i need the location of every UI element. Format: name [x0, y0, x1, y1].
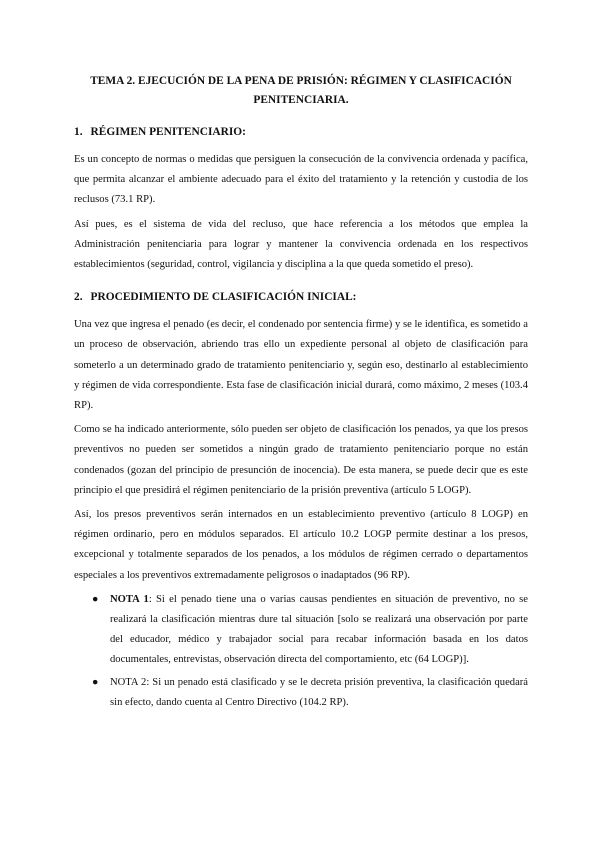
- section-1-paragraph-1: Es un concepto de normas o medidas que persiguen la consecución de la convivencia ordenada y pacífica, que permita alcanzar el ambiente adecuado para el éxito del tratamiento y la retención y custodia de los reclusos (73.1 RP).: [74, 154, 528, 206]
- section-1-heading: [74, 124, 528, 140]
- section-spacer: [74, 279, 528, 289]
- document-title: TEMA 2. EJECUCIÓN DE LA PENA DE PRISIÓN: RÉGIMEN Y CLASIFICACIÓN PENITENCIARIA.: [90, 75, 512, 106]
- notes-list: [74, 590, 528, 713]
- section-1-heading-text: RÉGIMEN PENITENCIARIO:: [90, 126, 246, 138]
- note-1-label: NOTA 1: [110, 593, 149, 605]
- bullet-icon: ●: [92, 676, 99, 688]
- note-1: [92, 590, 528, 671]
- section-2-paragraph-3: Así, los presos preventivos serán internados en un establecimiento preventivo (artículo 8 LOGP) en régimen ordinario, pero en módulos separados. El artículo 10.2 LOGP permite destinar a los presos, excepcional y totalmente separados de los penados, a los módulos de régimen cerrado o departamentos especiales a los preventivos extremadamente peligrosos o inadaptados (96 RP).: [74, 509, 528, 581]
- section-2-paragraph-2: Como se ha indicado anteriormente, sólo pueden ser objeto de clasificación los penados, ya que los presos preventivos no pueden ser sometidos a ningún grado de tratamiento penitenciario porque no están condenados (gozan del principio de presunción de inocencia). De esta manera, se puede decir que es este principio el que presidirá el régimen penitenciario de la prisión preventiva (artículo 5 LOGP).: [74, 424, 528, 496]
- bullet-icon: ●: [92, 593, 99, 605]
- section-2-number: 2.: [74, 291, 83, 304]
- note-2-text: NOTA 2: Si un penado está clasificado y se le decreta prisión preventiva, la clasificación quedará sin efecto, dando cuenta al Centro Directivo (104.2 RP).: [110, 676, 528, 708]
- section-1-number: 1.: [74, 126, 83, 138]
- section-2-heading-text: PROCEDIMIENTO DE CLASIFICACIÓN INICIAL:: [90, 291, 357, 304]
- note-2: [92, 673, 528, 713]
- section-1-paragraph-2: Así pues, es el sistema de vida del recluso, que hace referencia a los métodos que emplea la Administración penitenciaria para lograr y mantener la convivencia ordenada en los respectivos establecimientos (seguridad, control, vigilancia y disciplina a la que queda sometido el preso).: [74, 218, 528, 271]
- note-1-text: : Si el penado tiene una o varias causas pendientes en situación de preventivo, no se realizará la clasificación mientras dure tal situación [solo se realizará una observación por parte del educador, médico y trabajador social para recabar información basada en los datos documentales, entrevistas, observación directa del comportamiento, etc (64 LOGP)].: [110, 593, 528, 666]
- section-2-heading: [74, 289, 528, 305]
- section-2-paragraph-1: Una vez que ingresa el penado (es decir, el condenado por sentencia firme) y se le identifica, es sometido a un proceso de observación, abriendo tras ello un expediente personal al objeto de clasificación para someterlo a un determinado grado de tratamiento penitenciario y, según eso, destinarlo al establecimiento y régimen de vida correspondiente. Esta fase de clasificación inicial durará, como máximo, 2 meses (103.4 RP).: [74, 319, 528, 412]
